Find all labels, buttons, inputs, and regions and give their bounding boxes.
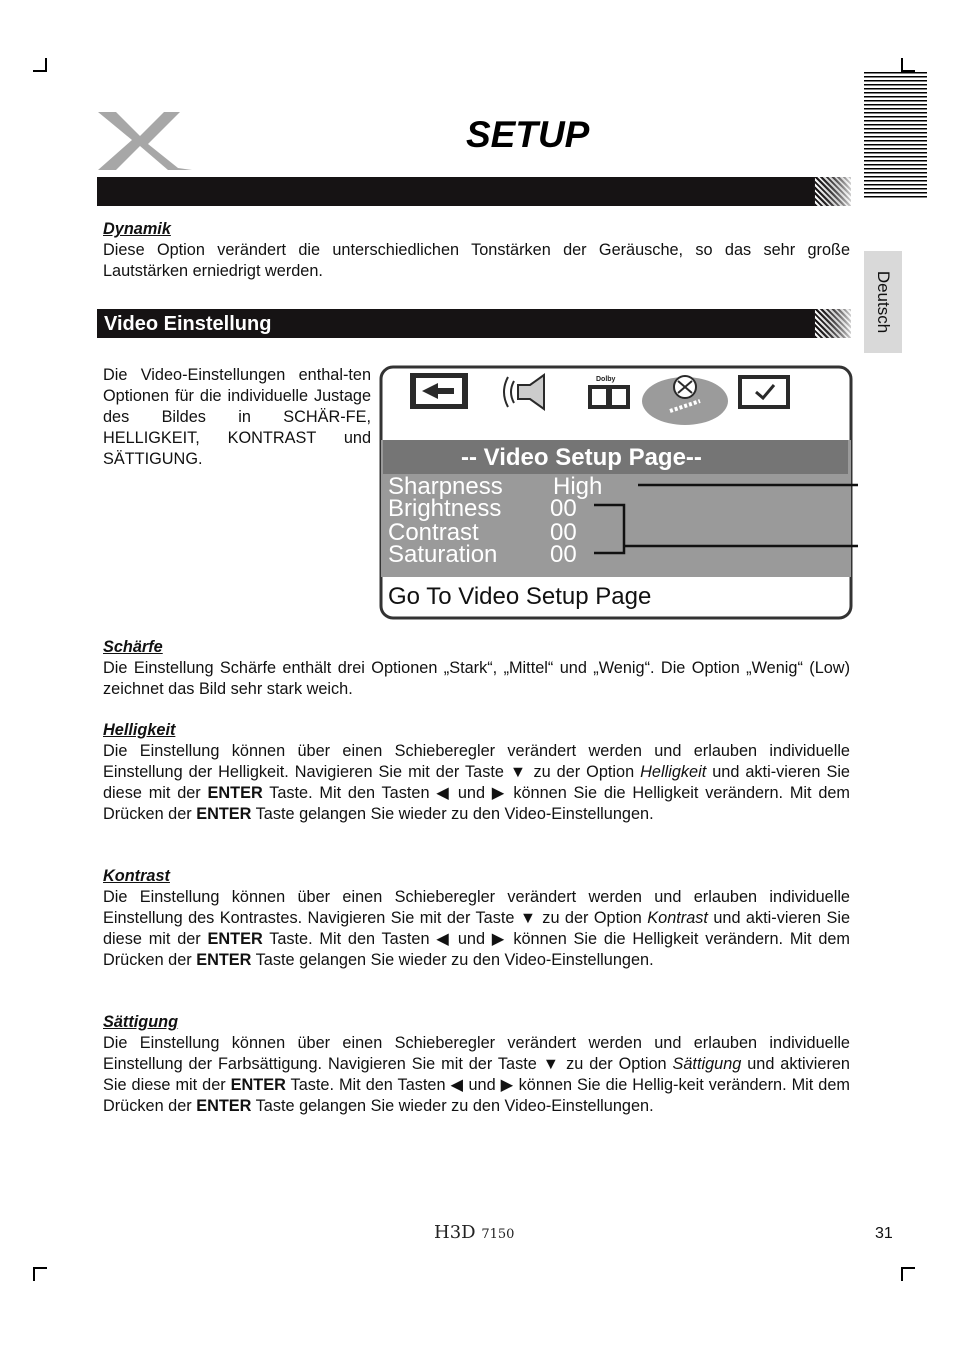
dynamik-heading: Dynamik — [103, 220, 171, 238]
video-section-title: Video Einstellung — [104, 313, 272, 335]
crop-mark-bottom-right — [901, 1267, 915, 1281]
enter-key-label: ENTER — [196, 1097, 252, 1115]
osd-footer: Go To Video Setup Page — [388, 583, 652, 610]
video-intro-text: Die Video-Einstellungen enthal-ten Optionen für die individuelle Justage des Bildes in SCHÄR-FE, HELLIGKEIT, KONTRAST und SÄTTIGUNG. — [103, 366, 371, 468]
enter-key-label: ENTER — [230, 1076, 286, 1094]
crop-mark-bottom-left — [33, 1267, 47, 1281]
footer-brand: H3D 7150 — [434, 1222, 515, 1243]
header-bar — [97, 177, 851, 206]
helligkeit-option: Helligkeit — [640, 763, 707, 781]
schaerfe-section — [103, 637, 850, 700]
saettigung-section — [103, 1012, 850, 1117]
kontrast-heading: Kontrast — [103, 867, 170, 885]
brand-x-logo — [96, 106, 194, 172]
bar-hatch-decoration — [815, 309, 851, 338]
enter-key-label: ENTER — [196, 951, 252, 969]
osd-preference-icon — [738, 375, 790, 409]
video-section-bar — [97, 309, 851, 338]
osd-row-value: 00 — [550, 541, 577, 568]
helligkeit-section — [103, 720, 850, 825]
osd-row-label: Saturation — [388, 541, 498, 568]
language-tab — [864, 251, 902, 353]
osd-row-label: Brightness — [388, 495, 502, 522]
osd-row-label: Sharpness — [388, 473, 503, 500]
osd-row-label: Contrast — [388, 519, 479, 546]
osd-row-value: 00 — [550, 495, 577, 522]
saettigung-heading: Sättigung — [103, 1013, 179, 1031]
osd-header: -- Video Setup Page-- — [461, 444, 702, 471]
helligkeit-heading: Helligkeit — [103, 721, 176, 739]
schaerfe-heading: Schärfe — [103, 638, 163, 656]
crop-mark-top-left — [33, 58, 47, 72]
osd-row-value: 00 — [550, 519, 577, 546]
page-title: SETUP — [466, 114, 590, 155]
video-setup-osd — [378, 363, 858, 623]
saettigung-text: Die Einstellung können über einen Schieberegler verändert werden und erlauben individuelle Einstellung der Farbsättigung. Navigieren Sie mit der Taste ▼ zu der Option Sättigung und aktivieren Sie diese mit der ENTER Taste. Mit den Tasten ◀ und ▶ können Sie die Hellig-keit verändern. Mit dem Drücken der ENTER Taste gelangen Sie wieder zu den Video-Einstellungen. — [103, 1034, 850, 1115]
kontrast-section — [103, 866, 850, 971]
helligkeit-text: Die Einstellung können über einen Schieberegler verändert werden und erlauben individuelle Einstellung der Helligkeit. Navigieren Sie mit der Taste ▼ zu der Option Helligkeit und akti-vieren Sie diese mit der ENTER Taste. Mit den Tasten ◀ und ▶ können Sie die Helligkeit verändern. Mit dem Drücken der ENTER Taste gelangen Sie wieder zu den Video-Einstellungen. — [103, 742, 850, 823]
kontrast-text: Die Einstellung können über einen Schieberegler verändert werden und erlauben individuelle Einstellung des Kontrastes. Navigieren Sie mit der Taste ▼ zu der Option Kontrast und akti-vieren Sie diese mit der ENTER Taste. Mit den Tasten ◀ und ▶ können Sie die Helligkeit verändern. Mit dem Drücken der ENTER Taste gelangen Sie wieder zu den Video-Einstellungen. — [103, 888, 850, 969]
osd-row-value: High — [553, 473, 603, 500]
schaerfe-text: Die Einstellung Schärfe enthält drei Optionen „Stark“, „Mittel“ und „Wenig“. Die Option „Wenig“ (Low) zeichnet das Bild sehr stark weich. — [103, 659, 850, 698]
language-tab-label: Deutsch — [874, 270, 893, 334]
enter-key-label: ENTER — [207, 784, 263, 802]
enter-key-label: ENTER — [207, 930, 263, 948]
dynamik-text: Diese Option verändert die unterschiedlichen Tonstärken der Geräusche, so das sehr große Lautstärken erniedrigt werden. — [103, 241, 850, 280]
enter-key-label: ENTER — [196, 805, 252, 823]
saettigung-option: Sättigung — [672, 1055, 742, 1073]
page-number: 31 — [875, 1225, 893, 1242]
osd-general-icon — [410, 373, 468, 409]
decorative-stripes — [864, 72, 927, 200]
dynamik-section — [103, 219, 850, 282]
footer-model: 7150 — [481, 1227, 515, 1242]
crop-mark-top-right — [901, 58, 915, 72]
bar-hatch-decoration — [815, 177, 851, 206]
kontrast-option: Kontrast — [647, 909, 708, 927]
osd-dolby-label: Dolby — [596, 376, 616, 383]
